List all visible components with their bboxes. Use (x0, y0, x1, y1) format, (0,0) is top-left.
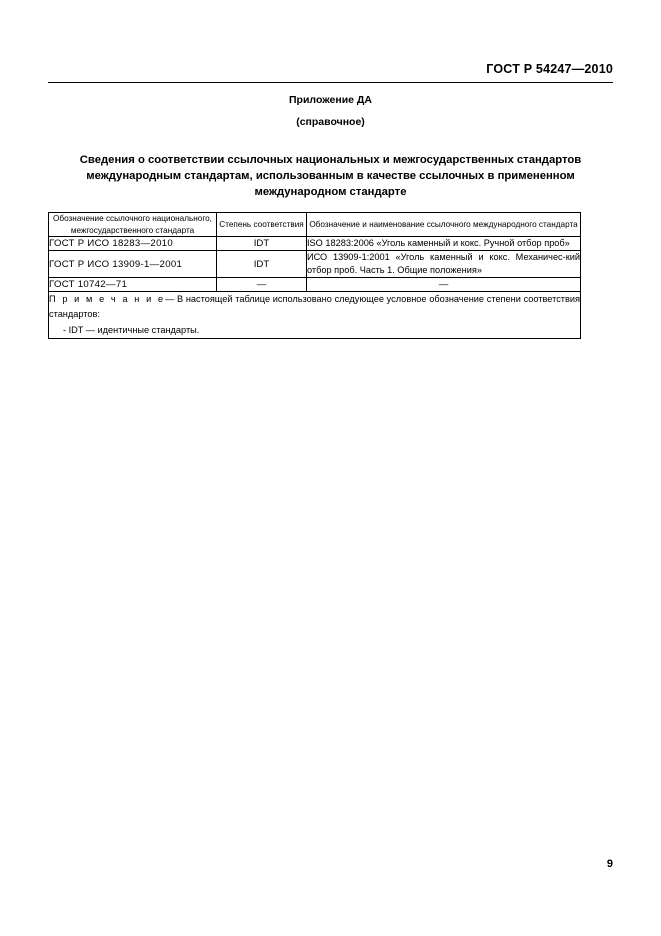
column-header-degree: Степень соответствия (217, 213, 307, 237)
appendix-title: Приложение ДА (289, 94, 372, 106)
cell-degree: IDT (217, 251, 307, 278)
header-divider (48, 82, 613, 83)
cell-national-standard: ГОСТ Р ИСО 13909-1—2001 (49, 251, 217, 278)
column-header-international: Обозначение и наименование ссылочного международного стандарта (307, 213, 581, 237)
note-text: — В настоящей таблице использовано следующее условное обозначение степени соответствия стандартов: (49, 294, 580, 319)
table-row (49, 278, 581, 292)
table-row (49, 251, 581, 278)
standard-designation: ГОСТ Р 54247—2010 (486, 62, 613, 76)
correspondence-table-wrapper (48, 212, 580, 339)
table-note-row (49, 292, 581, 339)
cell-international-standard: ISO 18283:2006 «Уголь каменный и кокс. Ручной отбор проб» (307, 237, 581, 251)
column-header-national: Обозначение ссылочного национального, межгосударственного стандарта (49, 213, 217, 237)
cell-international-standard: — (307, 278, 581, 292)
appendix-subtitle: (справочное) (296, 116, 365, 128)
page-header (486, 62, 613, 76)
appendix-heading (0, 94, 661, 128)
table-row (49, 237, 581, 251)
note-item: - IDT — идентичные стандарты. (63, 325, 200, 335)
page-title-line-3: международном стандарте (254, 186, 407, 198)
table-header-row (49, 213, 581, 237)
correspondence-table (48, 212, 581, 339)
cell-national-standard: ГОСТ Р ИСО 18283—2010 (49, 237, 217, 251)
note-label: П р и м е ч а н и е (49, 294, 166, 304)
table-note (49, 292, 581, 339)
page-title-line-2: международным стандартам, использованным в качестве ссылочных в примененном (86, 170, 575, 182)
cell-national-standard: ГОСТ 10742—71 (49, 278, 217, 292)
cell-degree: — (217, 278, 307, 292)
page-title (58, 152, 603, 200)
page-number: 9 (606, 858, 613, 870)
cell-degree: IDT (217, 237, 307, 251)
page-title-line-1: Сведения о соответствии ссылочных национальных и межгосударственных стандартов (79, 154, 582, 166)
cell-international-standard: ИСО 13909-1:2001 «Уголь каменный и кокс. Механичес-кий отбор проб. Часть 1. Общие положения» (307, 251, 581, 278)
